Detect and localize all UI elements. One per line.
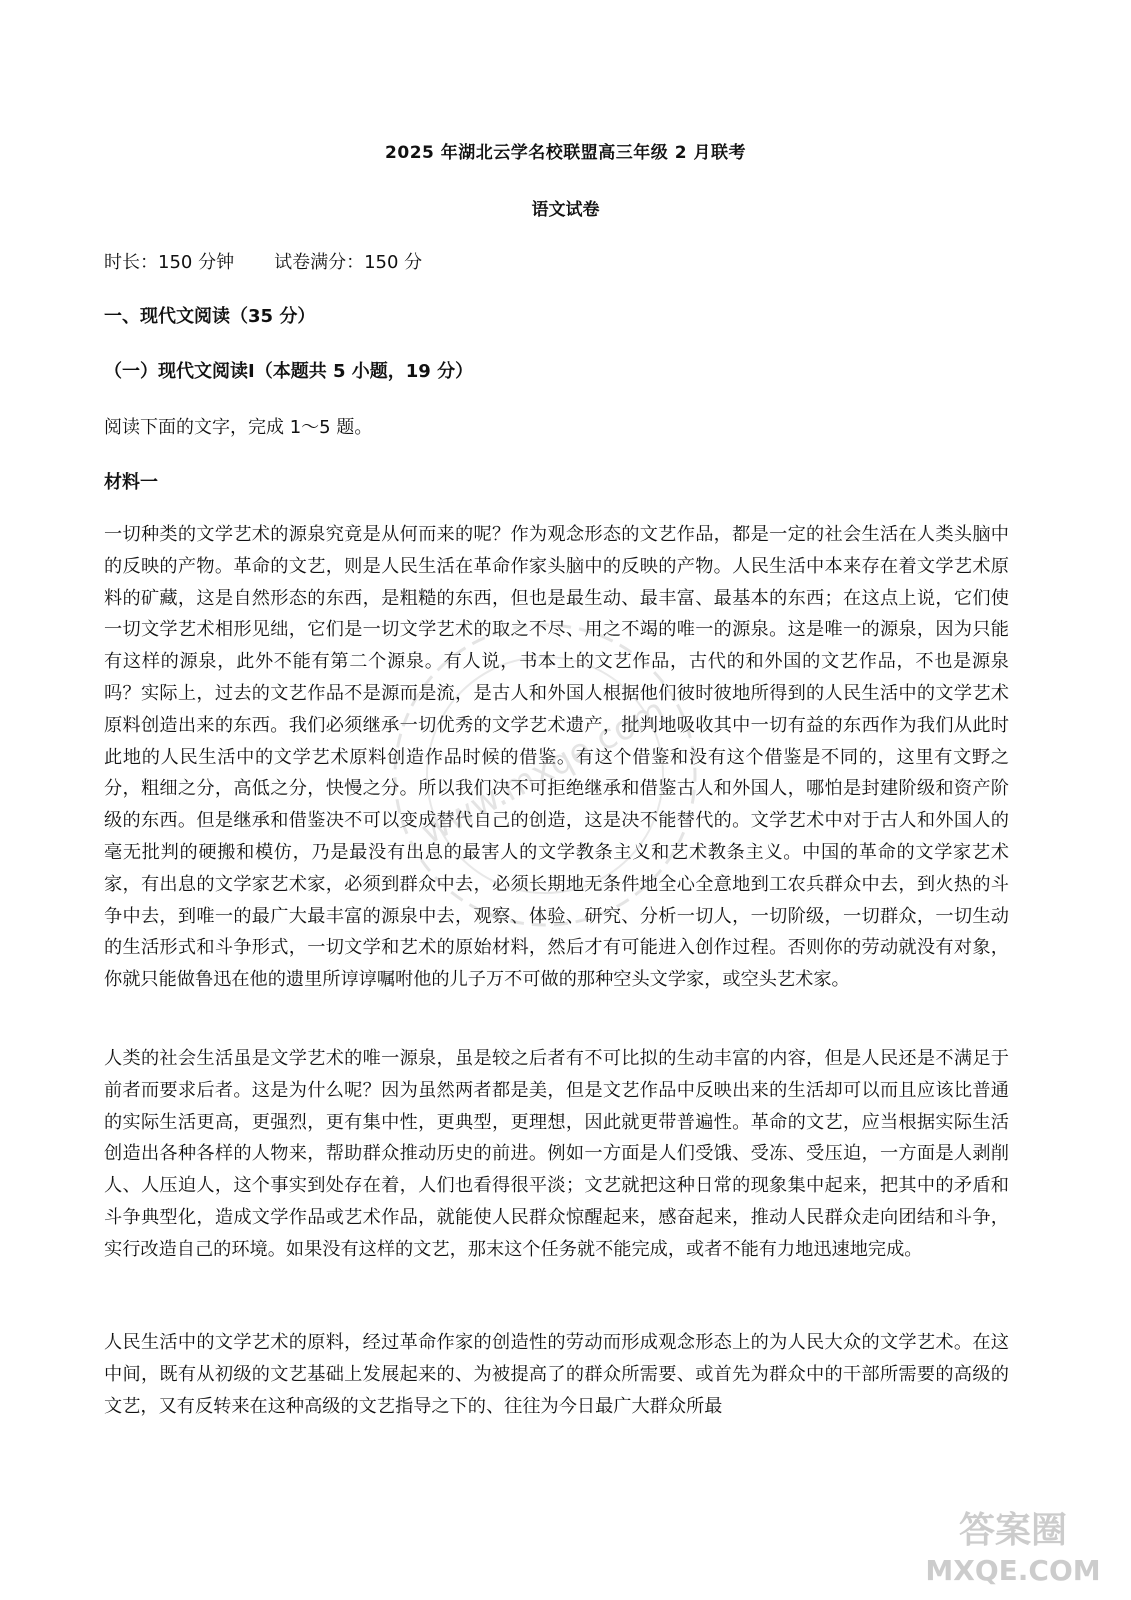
subject-title: 语文试卷 [531, 200, 600, 220]
paragraph-text: 人民生活中的文学艺术的原料，经过革命作家的创造性的劳动而形成观念形态上的为人民大众的文学艺术。在这中间，既有从初级的文艺基础上发展起来的、为被提高了的群众所需要、或首先为群众中的干部所需要的高级的文艺，又有反转来在这种高级的文艺指导之下的、往往为今日最广大群众所最 [104, 1332, 1009, 1417]
reading-instruction: 阅读下面的文字，完成 1～5 题。 [104, 417, 373, 438]
logo-site-text: MXQE.COM [925, 1554, 1101, 1587]
section-heading-part-one: 一、现代文阅读（35 分） [104, 306, 316, 327]
paragraph-2 [104, 1043, 1009, 1266]
section-heading-sub-one: （一）现代文阅读Ⅰ（本题共 5 小题，19 分） [104, 361, 474, 382]
exam-title: 2025 年湖北云学名校联盟高三年级 2 月联考 [385, 143, 746, 163]
material-heading: 材料一 [104, 472, 158, 493]
paragraph-1 [104, 519, 1009, 996]
exam-duration: 时长：150 分钟 [104, 252, 235, 273]
watermark-url: www.mxqe.com [414, 690, 672, 853]
paragraph-text: 人类的社会生活虽是文学艺术的唯一源泉，虽是较之后者有不可比拟的生动丰富的内容，但是人民还是不满足于前者而要求后者。这是为什么呢？因为虽然两者都是美，但是文艺作品中反映出来的生活却可以而且应该比普通的实际生活更高，更强烈，更有集中性，更典型，更理想，因此就更带普遍性。革命的文艺，应当根据实际生活创造出各种各样的人物来，帮助群众推动历史的前进。例如一方面是人们受饿、受冻、受压迫，一方面是人剥削人、人压迫人，这个事实到处存在着，人们也看得很平淡；文艺就把这种日常的现象集中起来，把其中的矛盾和斗争典型化，造成文学作品或艺术作品，就能使人民群众惊醒起来，感奋起来，推动人民群众走向团结和斗争，实行改造自己的环境。如果没有这样的文艺，那末这个任务就不能完成，或者不能有力地迅速地完成。 [104, 1048, 1009, 1260]
paragraph-3 [104, 1327, 1009, 1422]
exam-meta [104, 248, 422, 274]
exam-full-score: 试卷满分：150 分 [274, 252, 423, 273]
paragraph-text: 一切种类的文学艺术的源泉究竟是从何而来的呢？作为观念形态的文艺作品，都是一定的社会生活在人类头脑中的反映的产物。革命的文艺，则是人民生活在革命作家头脑中的反映的产物。人民生活中本来存在着文学艺术原料的矿藏，这是自然形态的东西，是粗糙的东西，但也是最生动、最丰富、最基本的东西；在这点上说，它们使一切文学艺术相形见绌，它们是一切文学艺术的取之不尽、用之不竭的唯一的源泉。这是唯一的源泉，因为只能有这样的源泉，此外不能有第二个源泉。有人说，书本上的文艺作品，古代的和外国的文艺作品，不也是源泉吗？实际上，过去的文艺作品不是源而是流，是古人和外国人根据他们彼时彼地所得到的人民生活中的文学艺术原料创造出来的东西。我们必须继承一切优秀的文学艺术遗产，批判地吸收其中一切有益的东西作为我们从此时此地的人民生活中的文学艺术原料创造作品时候的借鉴。有这个借鉴和没有这个借鉴是不同的，这里有文野之分，粗细之分，高低之分，快慢之分。所以我们决不可拒绝继承和借鉴古人和外国人，哪怕是封建阶级和资产阶级的东西。但是继承和借鉴决不可以变成替代自己的创造，这是决不能替代的。文学艺术中对于古人和外国人的毫无批判的硬搬和模仿，乃是最没有出息的最害人的文学教条主义和艺术教条主义。中国的革命的文学家艺术家，有出息的文学家艺术家，必须到群众中去，必须长期地无条件地全心全意地到工农兵群众中去，到火热的斗争中去，到唯一的最广大最丰富的源泉中去，观察、体验、研究、分析一切人，一切阶级，一切群众，一切生动的生活形式和斗争形式，一切文学和艺术的原始材料，然后才有可能进入创作过程。否则你的劳动就没有对象，你就只能做鲁迅在他的遗里所谆谆嘱咐他的儿子万不可做的那种空头文学家，或空头艺术家。 [104, 524, 1009, 991]
site-logo [913, 1494, 1113, 1594]
logo-brand-text: 答案圈 [958, 1510, 1068, 1551]
